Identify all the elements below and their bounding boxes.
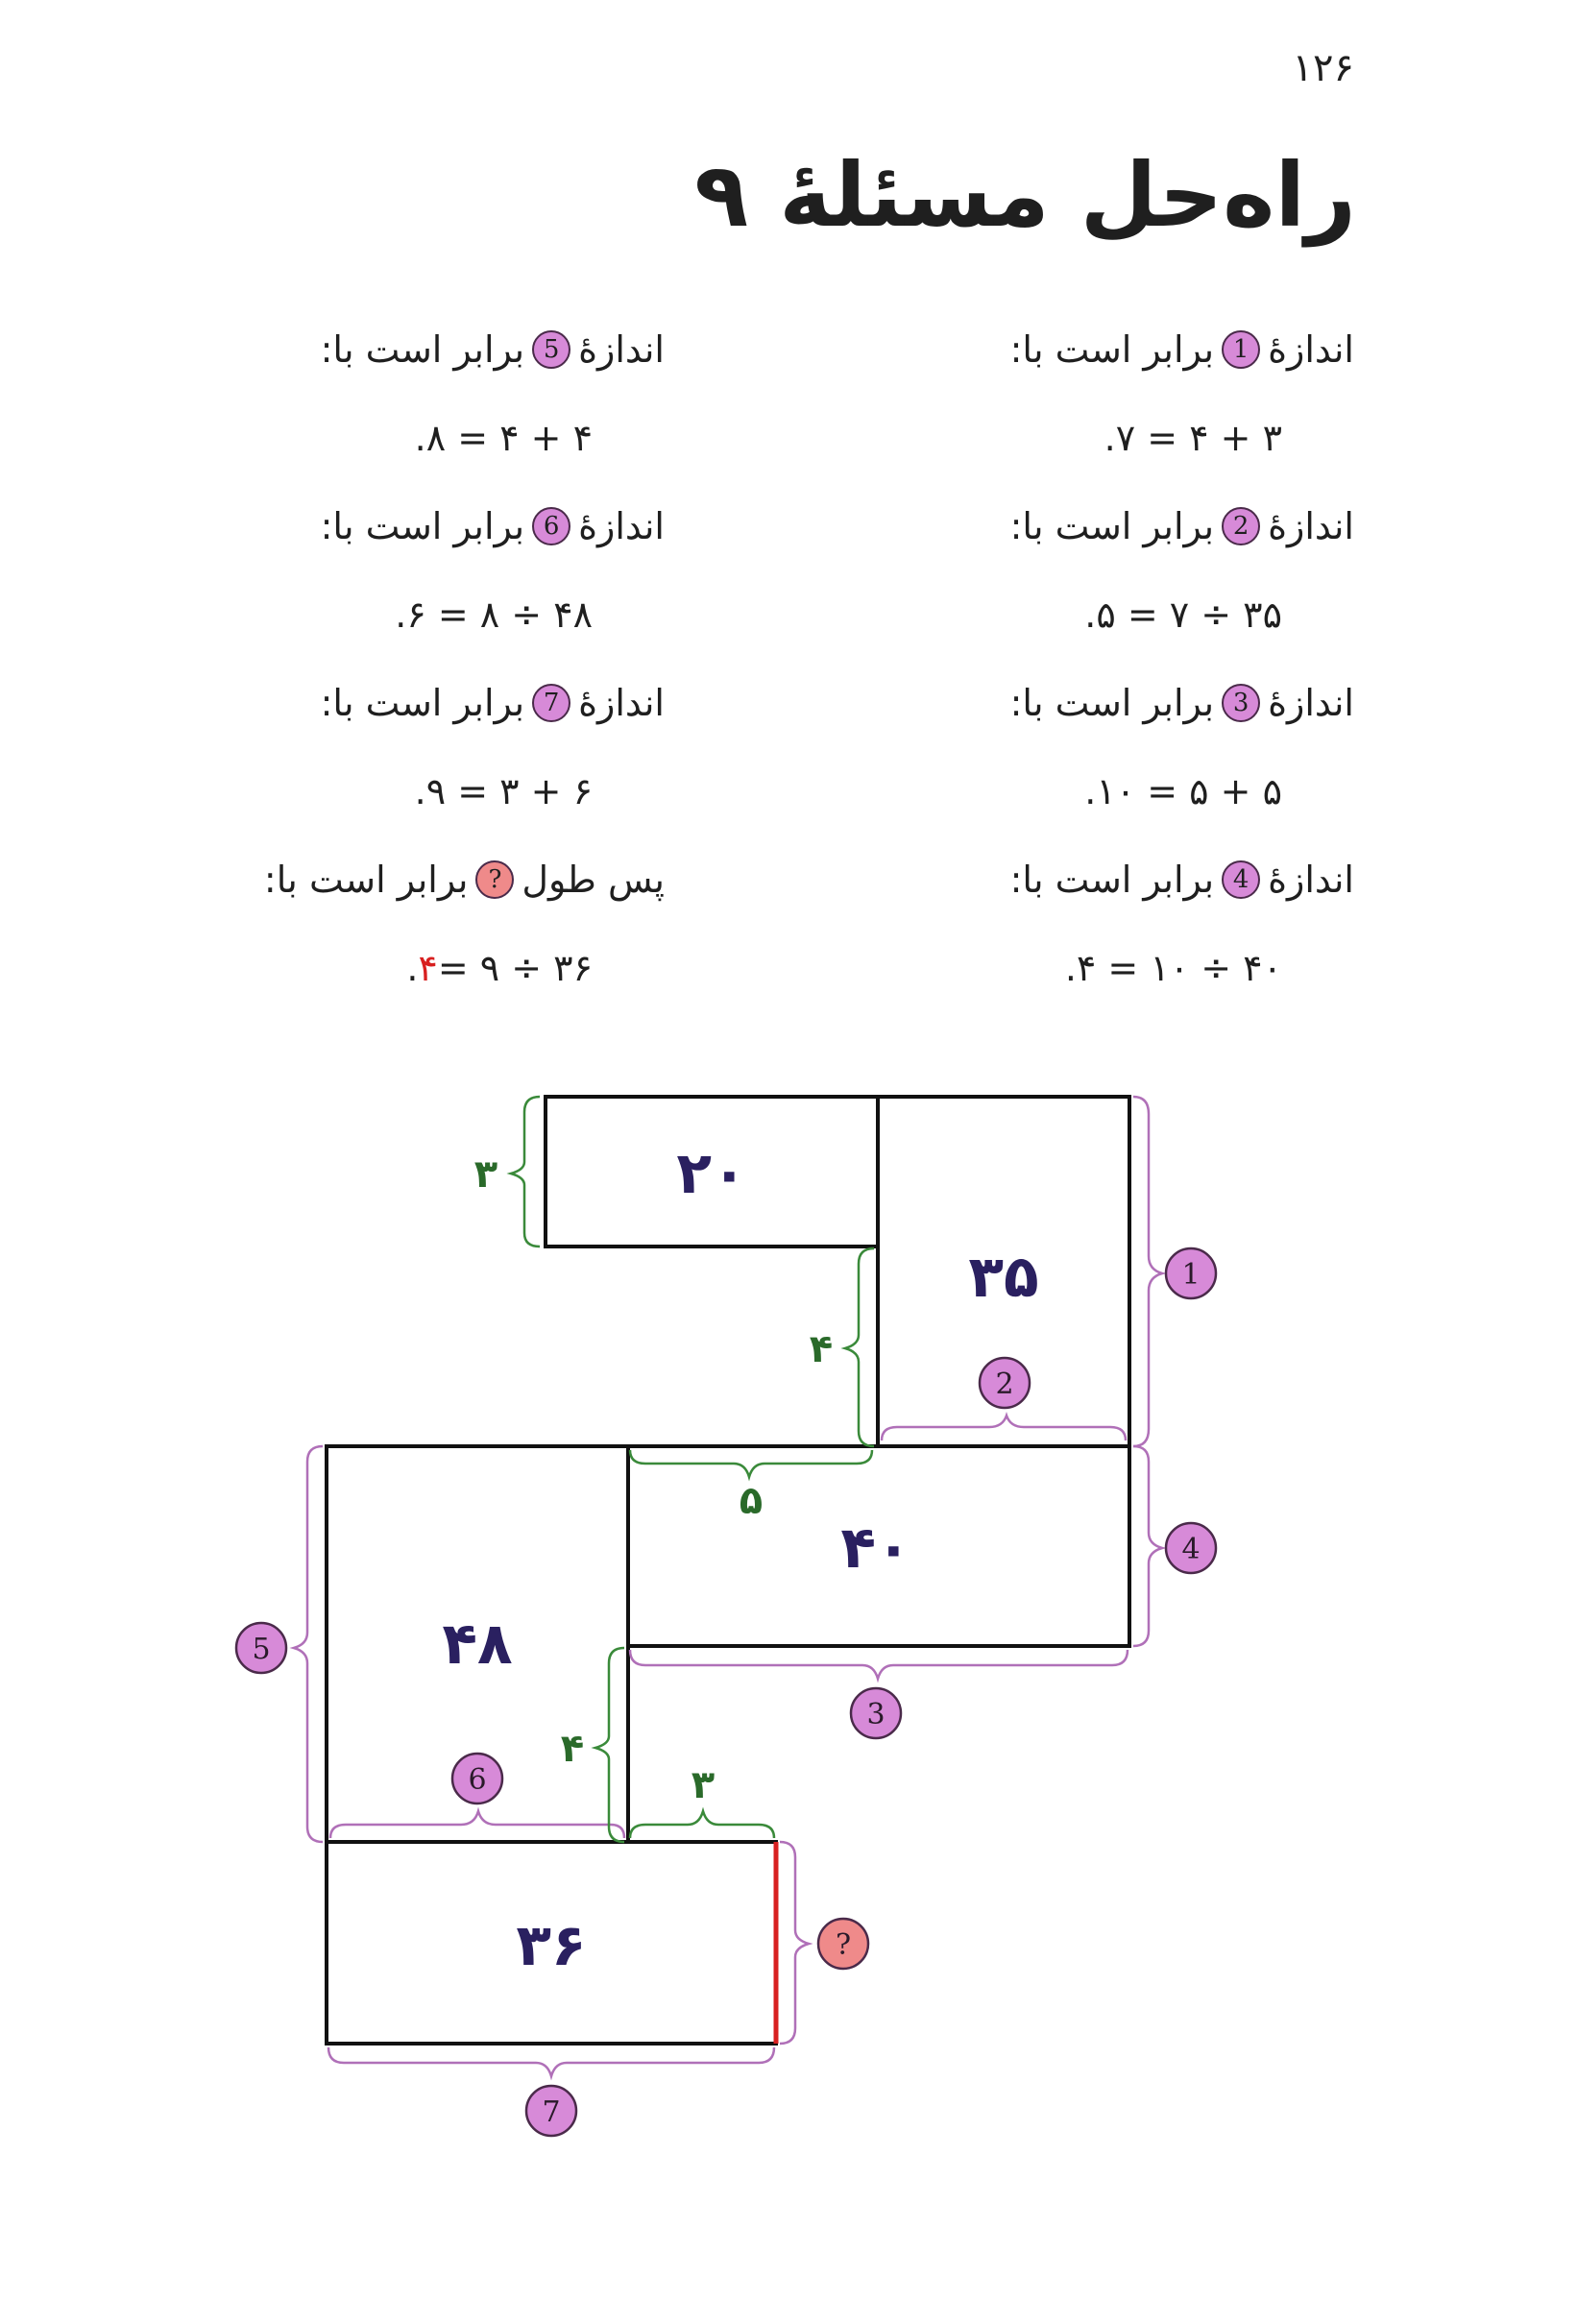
page-number: ۱۲۶ [1292,46,1354,90]
brace-3 [630,1650,1128,1679]
equation-text: ۳۶ ÷ ۹ = [437,947,593,989]
marker-5: 5 [532,330,570,369]
area-label-bottom: ۳۶ [516,1912,587,1979]
green-label-bottom-step: ۳ [691,1763,716,1807]
marker-7: 7 [532,684,570,722]
label-text: برابر است با: [1009,682,1215,724]
equation-6: ۴۸ ÷ ۸ = ۶. [395,593,593,636]
label-text: اندازهٔ [1268,859,1354,901]
marker-3: 3 [1222,684,1260,722]
label-text: اندازهٔ [1268,505,1354,547]
marker-text-2: 2 [995,1368,1014,1401]
marker-text-4: 4 [1181,1533,1201,1566]
marker-2: 2 [1222,507,1260,545]
label-text: برابر است با: [320,328,525,371]
label-text: اندازهٔ [578,328,665,371]
equation-1: ۳ + ۴ = ۷. [1104,417,1282,459]
brace-5 [294,1446,323,1842]
equation-text: . [406,947,419,989]
marker-text-7: 7 [542,2095,561,2129]
brace-unknown [780,1842,809,2044]
green-label-top-height: ۳ [473,1152,498,1197]
brace-right-gap [845,1248,874,1446]
brace-7 [328,2047,774,2076]
marker-6: 6 [532,507,570,545]
equation-2: ۳۵ ÷ ۷ = ۵. [1084,593,1282,636]
marker-unknown: ? [475,860,514,899]
green-label-left-gap: ۴ [560,1727,585,1771]
brace-top-height [511,1097,540,1247]
green-label-middle-width: ۵ [739,1479,764,1523]
equation-5: ۴ + ۴ = ۸. [414,417,593,459]
brace-left-gap [595,1648,624,1842]
label-text: برابر است با: [320,682,525,724]
label-text: برابر است با: [1009,505,1215,547]
area-label-right: ۳۵ [968,1244,1039,1311]
label-text: برابر است با: [263,859,469,901]
marker-text-6: 6 [468,1763,487,1797]
label-text: اندازهٔ [1268,328,1354,371]
area-label-left: ۴۸ [442,1610,513,1678]
equation-7: ۶ + ۳ = ۹. [414,770,593,812]
brace-1 [1133,1097,1162,1446]
marker-text-5: 5 [252,1633,271,1666]
equation-3: ۵ + ۵ = ۱۰. [1084,770,1282,812]
brace-6 [330,1811,624,1838]
marker-text-unknown: ? [835,1928,852,1962]
area-label-middle: ۴۰ [840,1514,911,1582]
label-text: برابر است با: [1009,328,1215,371]
label-text: اندازهٔ [1268,682,1354,724]
marker-1: 1 [1222,330,1260,369]
label-text: اندازهٔ [578,682,665,724]
equation-4: ۴۰ ÷ ۱۰ = ۴. [1064,947,1282,989]
marker-text-3: 3 [866,1698,886,1731]
label-text: اندازهٔ [578,505,665,547]
marker-4: 4 [1222,860,1260,899]
brace-4 [1133,1446,1162,1646]
label-text: برابر است با: [1009,859,1215,901]
label-text: پس طول [522,859,665,901]
page-title: راه‌حل مسئلهٔ ۹ [694,144,1356,247]
brace-2 [882,1416,1126,1440]
final-answer: ۴ [418,947,438,989]
area-label-top: ۲۰ [676,1140,747,1207]
marker-text-1: 1 [1181,1258,1201,1292]
brace-bottom-step [630,1811,774,1838]
brace-middle-width [630,1450,872,1477]
label-text: برابر است با: [320,505,525,547]
green-label-right-gap: ۴ [809,1327,834,1371]
